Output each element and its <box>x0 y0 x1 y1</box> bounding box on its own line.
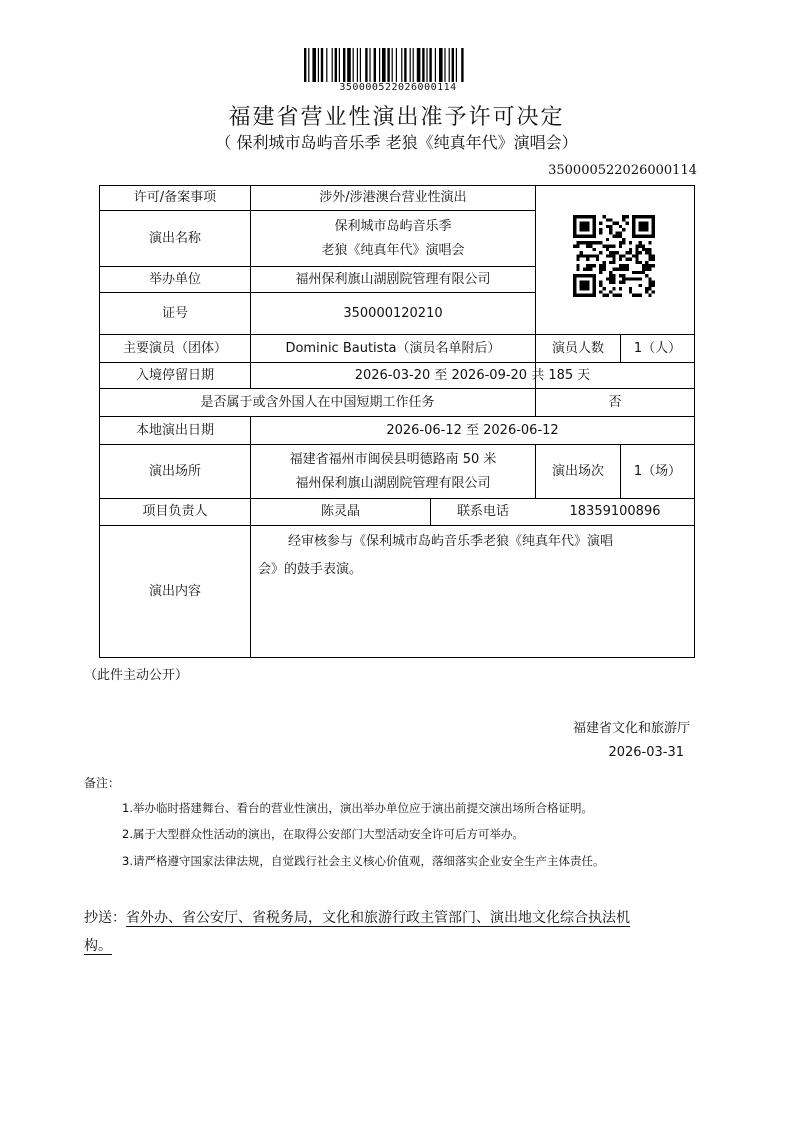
barcode <box>304 48 492 82</box>
local-date-label: 本地演出日期 <box>135 422 214 438</box>
cc-line1: 省外办、省公安厅、省税务局，文化和旅游行政主管部门、演出地文化综合执法机 <box>126 910 630 926</box>
content-label: 演出内容 <box>148 583 201 599</box>
notes-label: 备注： <box>84 776 121 790</box>
organizer-label: 举办单位 <box>148 271 201 287</box>
performer-count-value: 1（人） <box>633 340 682 356</box>
sessions-label: 演出场次 <box>551 463 604 479</box>
content-line2: 会》的鼓手表演。 <box>258 562 363 577</box>
venue-label: 演出场所 <box>148 463 201 479</box>
page-title: 福建省营业性演出准予许可决定 <box>228 105 565 130</box>
permit-type-label: 许可/备案事项 <box>133 190 217 205</box>
cc-label: 抄送： <box>84 910 126 926</box>
license-value: 350000120210 <box>343 305 443 321</box>
phone-label: 联系电话 <box>456 504 509 519</box>
document-number: 350000522026000114 <box>548 163 697 178</box>
performer-count-label: 演员人数 <box>551 340 604 356</box>
performer-value: Dominic Bautista（演员名单附后） <box>285 340 501 356</box>
cc-list <box>84 904 714 960</box>
show-name-label: 演出名称 <box>148 230 201 246</box>
show-name-value <box>251 211 535 266</box>
stay-label: 入境停留日期 <box>135 367 214 383</box>
issuer: 福建省文化和旅游厅 <box>572 721 690 736</box>
venue-line1: 福建省福州市闽侯县明德路南 50 米 <box>289 451 497 467</box>
venue-value <box>251 445 535 498</box>
qr-code <box>573 215 655 297</box>
license-label: 证号 <box>161 305 188 321</box>
venue-line2: 福州保利旗山湖剧院管理有限公司 <box>295 475 491 491</box>
performer-label: 主要演员（团体） <box>122 340 227 356</box>
content-line1: 经审核参与《保利城市岛屿音乐季老狼《纯真年代》演唱 <box>288 534 614 549</box>
manager-value: 陈灵晶 <box>320 504 360 519</box>
content-value <box>258 528 690 584</box>
sessions-value: 1（场） <box>633 463 682 479</box>
phone-value: 18359100896 <box>569 504 661 519</box>
page-subtitle: （ 保利城市岛屿音乐季 老狼《纯真年代》演唱会） <box>215 133 578 152</box>
note-item: 1.举办临时搭建舞台、看台的营业性演出，演出举办单位应于演出前提交演出场所合格证明。 <box>122 801 593 815</box>
issue-date: 2026-03-31 <box>608 745 684 760</box>
stay-value: 2026-03-20 至 2026-09-20 共 185 天 <box>354 367 591 383</box>
cc-line2: 构。 <box>84 938 112 954</box>
organizer-value: 福州保利旗山湖剧院管理有限公司 <box>295 271 491 287</box>
note-item: 3.请严格遵守国家法律法规，自觉践行社会主义核心价值观，落细落实企业安全生产主体责任。 <box>122 854 605 868</box>
public-notice: （此件主动公开） <box>84 668 189 683</box>
permit-type-value: 涉外/涉港澳台营业性演出 <box>319 190 467 205</box>
manager-label: 项目负责人 <box>142 504 208 519</box>
show-name-line1: 保利城市岛屿音乐季 <box>334 218 452 234</box>
local-date-value: 2026-06-12 至 2026-06-12 <box>386 422 559 438</box>
barcode-number: 350000522026000114 <box>339 82 457 93</box>
show-name-line2: 老狼《纯真年代》演唱会 <box>321 242 465 258</box>
foreign-work-label: 是否属于或含外国人在中国短期工作任务 <box>200 394 435 410</box>
foreign-work-value: 否 <box>608 394 622 410</box>
note-item: 2.属于大型群众性活动的演出，在取得公安部门大型活动安全许可后方可举办。 <box>122 827 524 841</box>
